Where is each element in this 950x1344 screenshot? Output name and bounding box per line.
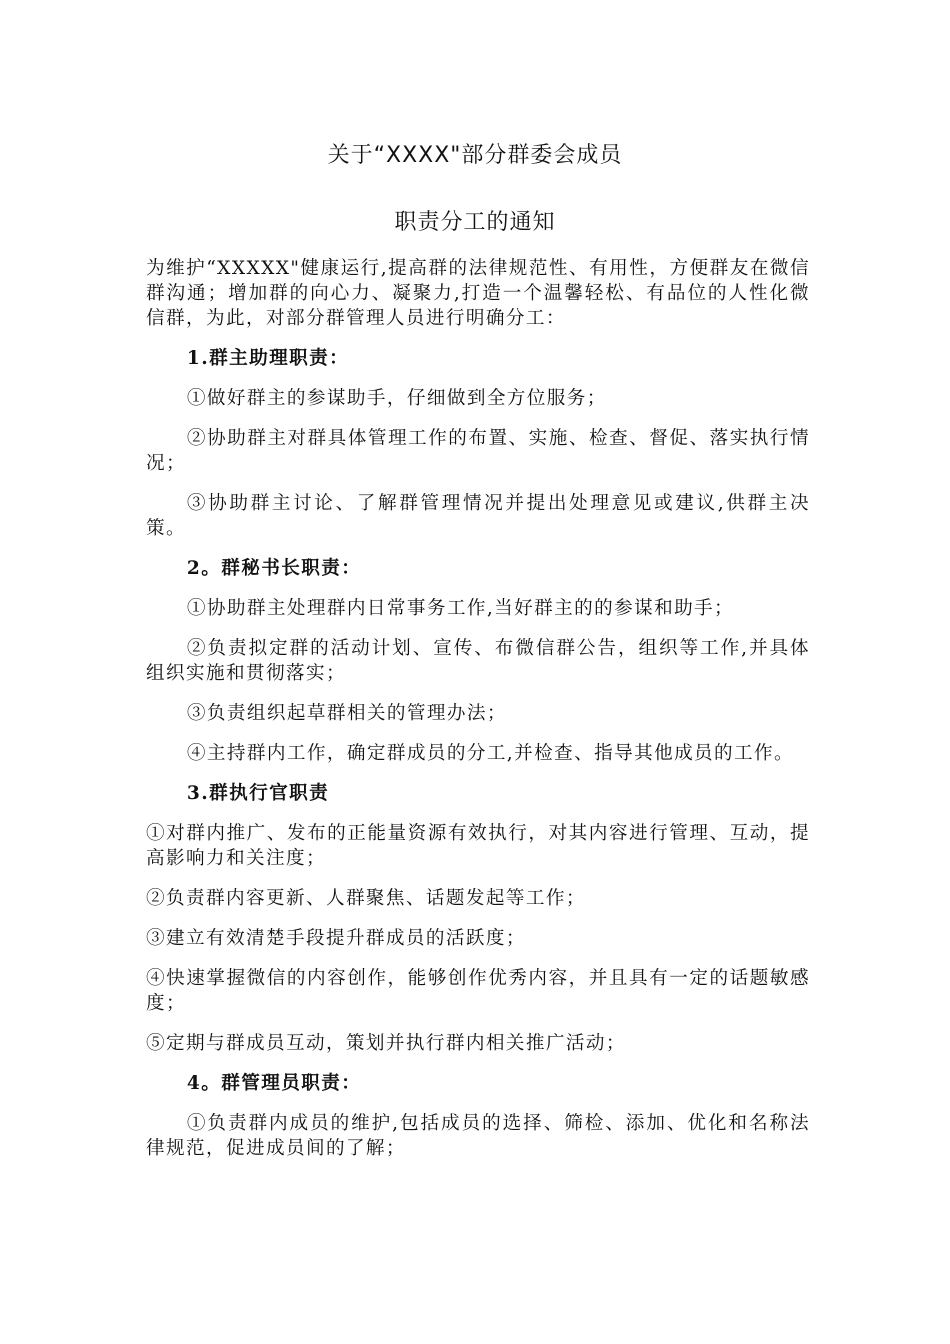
document-body — [146, 256, 810, 1176]
list-item: ⑤定期与群成员互动，策划并执行群内相关推广活动； — [146, 1033, 626, 1054]
document-title-line-1: 关于“XXXX"部分群委会成员 — [327, 143, 623, 168]
list-item: ①对群内推广、发布的正能量资源有效执行，对其内容进行管理、互动，提高影响力和关注度； — [146, 823, 810, 869]
list-item: ②协助群主对群具体管理工作的布置、实施、检查、督促、落实执行情况； — [146, 428, 810, 474]
list-item: ③负责组织起草群相关的管理办法； — [186, 703, 507, 724]
list-item: ②负责群内容更新、人群聚焦、话题发起等工作； — [146, 888, 586, 909]
document-title-line-2: 职责分工的通知 — [394, 210, 556, 235]
list-item: ④主持群内工作，确定群成员的分工,并检查、指导其他成员的工作。 — [186, 743, 795, 764]
list-item: ③协助群主讨论、了解群管理情况并提出处理意见或建议,供群主决策。 — [146, 493, 810, 539]
intro-paragraph: 为维护“XXXXX"健康运行,提高群的法律规范性、有用性，方便群友在微信群沟通；增加群的向心力、凝聚力,打造一个温馨轻松、有品位的人性化微信群，为此，对部分群管理人员进行明确分工： — [146, 258, 810, 329]
list-item: ①协助群主处理群内日常事务工作,当好群主的的参谋和助手； — [186, 598, 735, 619]
list-item: ①负责群内成员的维护,包括成员的选择、筛检、添加、优化和名称法律规范，促进成员间的了解； — [146, 1113, 810, 1159]
list-item: ①做好群主的参谋助手，仔细做到全方位服务； — [186, 388, 607, 409]
section-heading-admin: 4。群管理员职责： — [186, 1073, 362, 1094]
list-item: ②负责拟定群的活动计划、宣传、布微信群公告，组织等工作,并具体组织实施和贯彻落实； — [146, 638, 810, 684]
list-item: ④快速掌握微信的内容创作，能够创作优秀内容，并且具有一定的话题敏感度； — [146, 968, 810, 1014]
list-item: ③建立有效清楚手段提升群成员的活跃度； — [146, 928, 526, 949]
section-heading-secretary: 2。群秘书长职责： — [186, 558, 362, 579]
section-heading-executive: 3.群执行官职责 — [186, 783, 330, 804]
section-heading-assistant: 1.群主助理职责： — [186, 348, 350, 369]
